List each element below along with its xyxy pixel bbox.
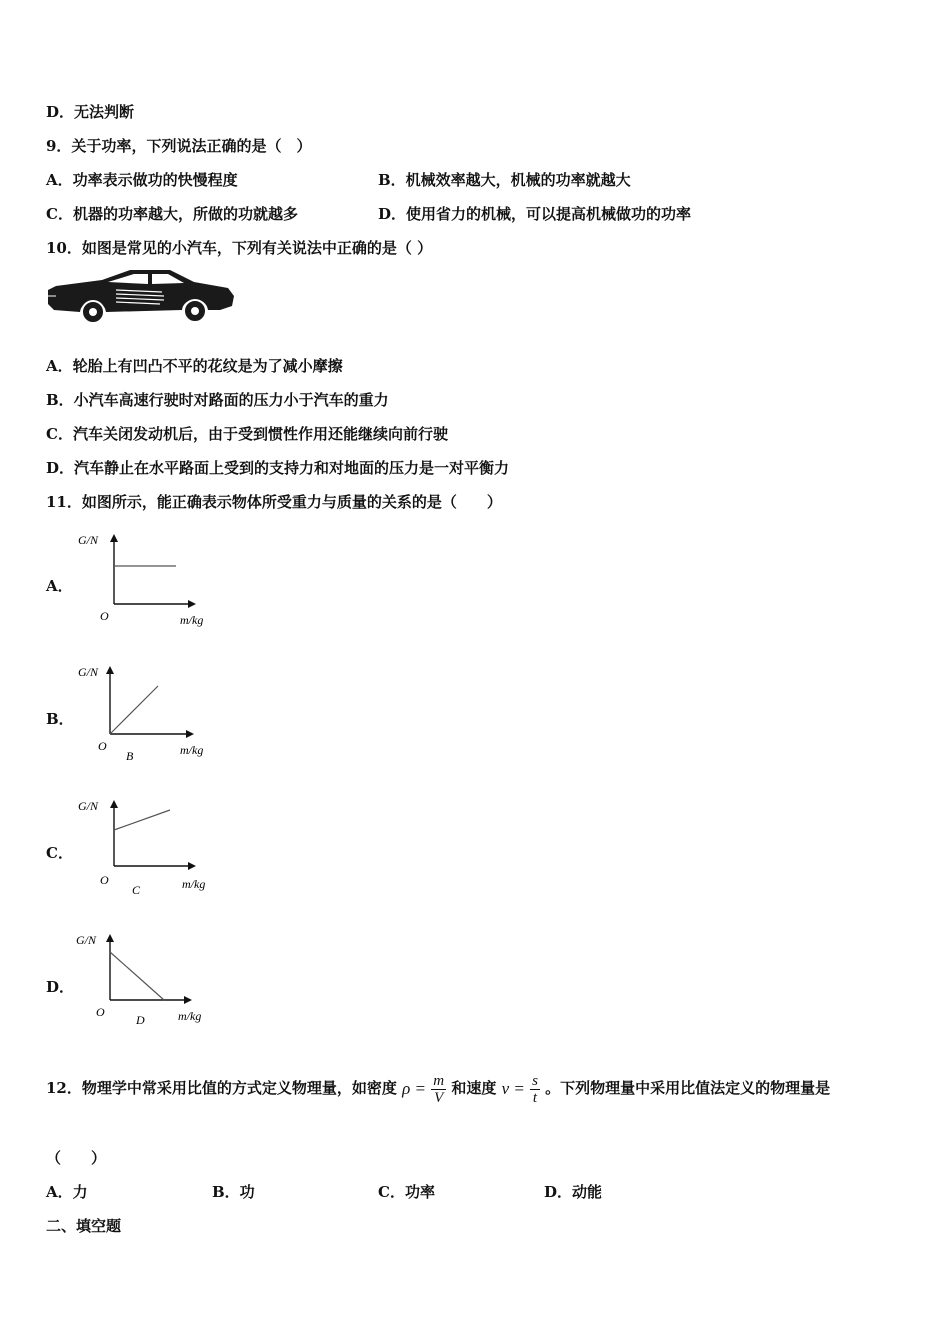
q9-option-c: C．机器的功率越大，所做的功就越多 — [46, 205, 298, 223]
q10-option-c: C．汽车关闭发动机后，由于受到惯性作用还能继续向前行驶 — [46, 425, 448, 443]
q11-option-d-label: D． — [46, 978, 75, 996]
q11-graph-d — [74, 928, 224, 1036]
graph-d-origin: O — [96, 1005, 105, 1019]
q11-stem: 11．如图所示，能正确表示物体所受重力与质量的关系的是（ ） — [46, 493, 502, 511]
density-fraction — [431, 1073, 446, 1106]
q12-option-c: C．功率 — [378, 1183, 435, 1201]
q10-option-d: D．汽车静止在水平路面上受到的支持力和对地面的压力是一对平衡力 — [46, 459, 510, 477]
graph-c-origin: O — [100, 873, 109, 887]
graph-d-ylabel: G/N — [76, 933, 97, 947]
q11-graph-c — [74, 794, 224, 902]
q12-paren: （ ） — [46, 1149, 107, 1167]
graph-d-xlabel: m/kg — [178, 1009, 202, 1023]
q8-option-d: D．无法判断 — [46, 103, 135, 121]
graph-b-caption: B — [126, 749, 134, 763]
graph-c-xlabel: m/kg — [182, 877, 206, 891]
speed-symbol: v = — [501, 1079, 525, 1098]
graph-b-ylabel: G/N — [78, 665, 99, 679]
q9-option-d: D．使用省力的机械，可以提高机械做功的功率 — [378, 205, 692, 223]
q9-option-a: A．功率表示做功的快慢程度 — [46, 171, 238, 189]
speed-fraction — [530, 1073, 540, 1106]
q9-stem: 9．关于功率，下列说法正确的是（ ） — [46, 137, 312, 155]
density-numerator: m — [433, 1072, 445, 1089]
q12-stem-pre: 12．物理学中常采用比值的方式定义物理量，如密度 — [46, 1079, 397, 1097]
graph-c-caption: C — [132, 883, 141, 897]
car-image — [44, 266, 238, 328]
q12-stem-mid: 和速度 — [451, 1079, 497, 1097]
graph-b-origin: O — [98, 739, 107, 753]
graph-c-ylabel: G/N — [78, 799, 99, 813]
density-symbol: ρ = — [402, 1079, 427, 1098]
q11-option-b-label: B． — [46, 710, 74, 728]
q12-stem-post: 。下列物理量中采用比值法定义的物理量是 — [545, 1079, 831, 1097]
q10-stem: 10．如图是常见的小汽车，下列有关说法中正确的是（ ） — [46, 239, 433, 257]
speed-numerator: s — [532, 1072, 538, 1089]
q12-option-a: A．力 — [46, 1183, 88, 1201]
q11-option-a-label: A． — [46, 577, 73, 595]
speed-denominator: t — [532, 1089, 538, 1106]
q11-graph-b — [74, 660, 224, 768]
q12-stem — [46, 1066, 830, 1111]
q10-option-a: A．轮胎上有凹凸不平的花纹是为了减小摩擦 — [46, 357, 343, 375]
q11-option-c-label: C． — [46, 844, 73, 862]
graph-d-caption: D — [136, 1013, 145, 1027]
section-heading: 二、填空题 — [46, 1217, 122, 1235]
q12-option-d: D．动能 — [544, 1183, 603, 1201]
graph-a-ylabel: G/N — [78, 533, 99, 547]
graph-b-xlabel: m/kg — [180, 743, 204, 757]
q9-option-b: B．机械效率越大，机械的功率就越大 — [378, 171, 631, 189]
graph-a-xlabel: m/kg — [180, 613, 204, 627]
q10-option-b: B．小汽车高速行驶时对路面的压力小于汽车的重力 — [46, 391, 389, 409]
graph-a-origin: O — [100, 609, 109, 623]
q11-graph-a — [74, 528, 224, 636]
q12-option-b: B．功 — [212, 1183, 255, 1201]
density-denominator: V — [434, 1089, 444, 1106]
